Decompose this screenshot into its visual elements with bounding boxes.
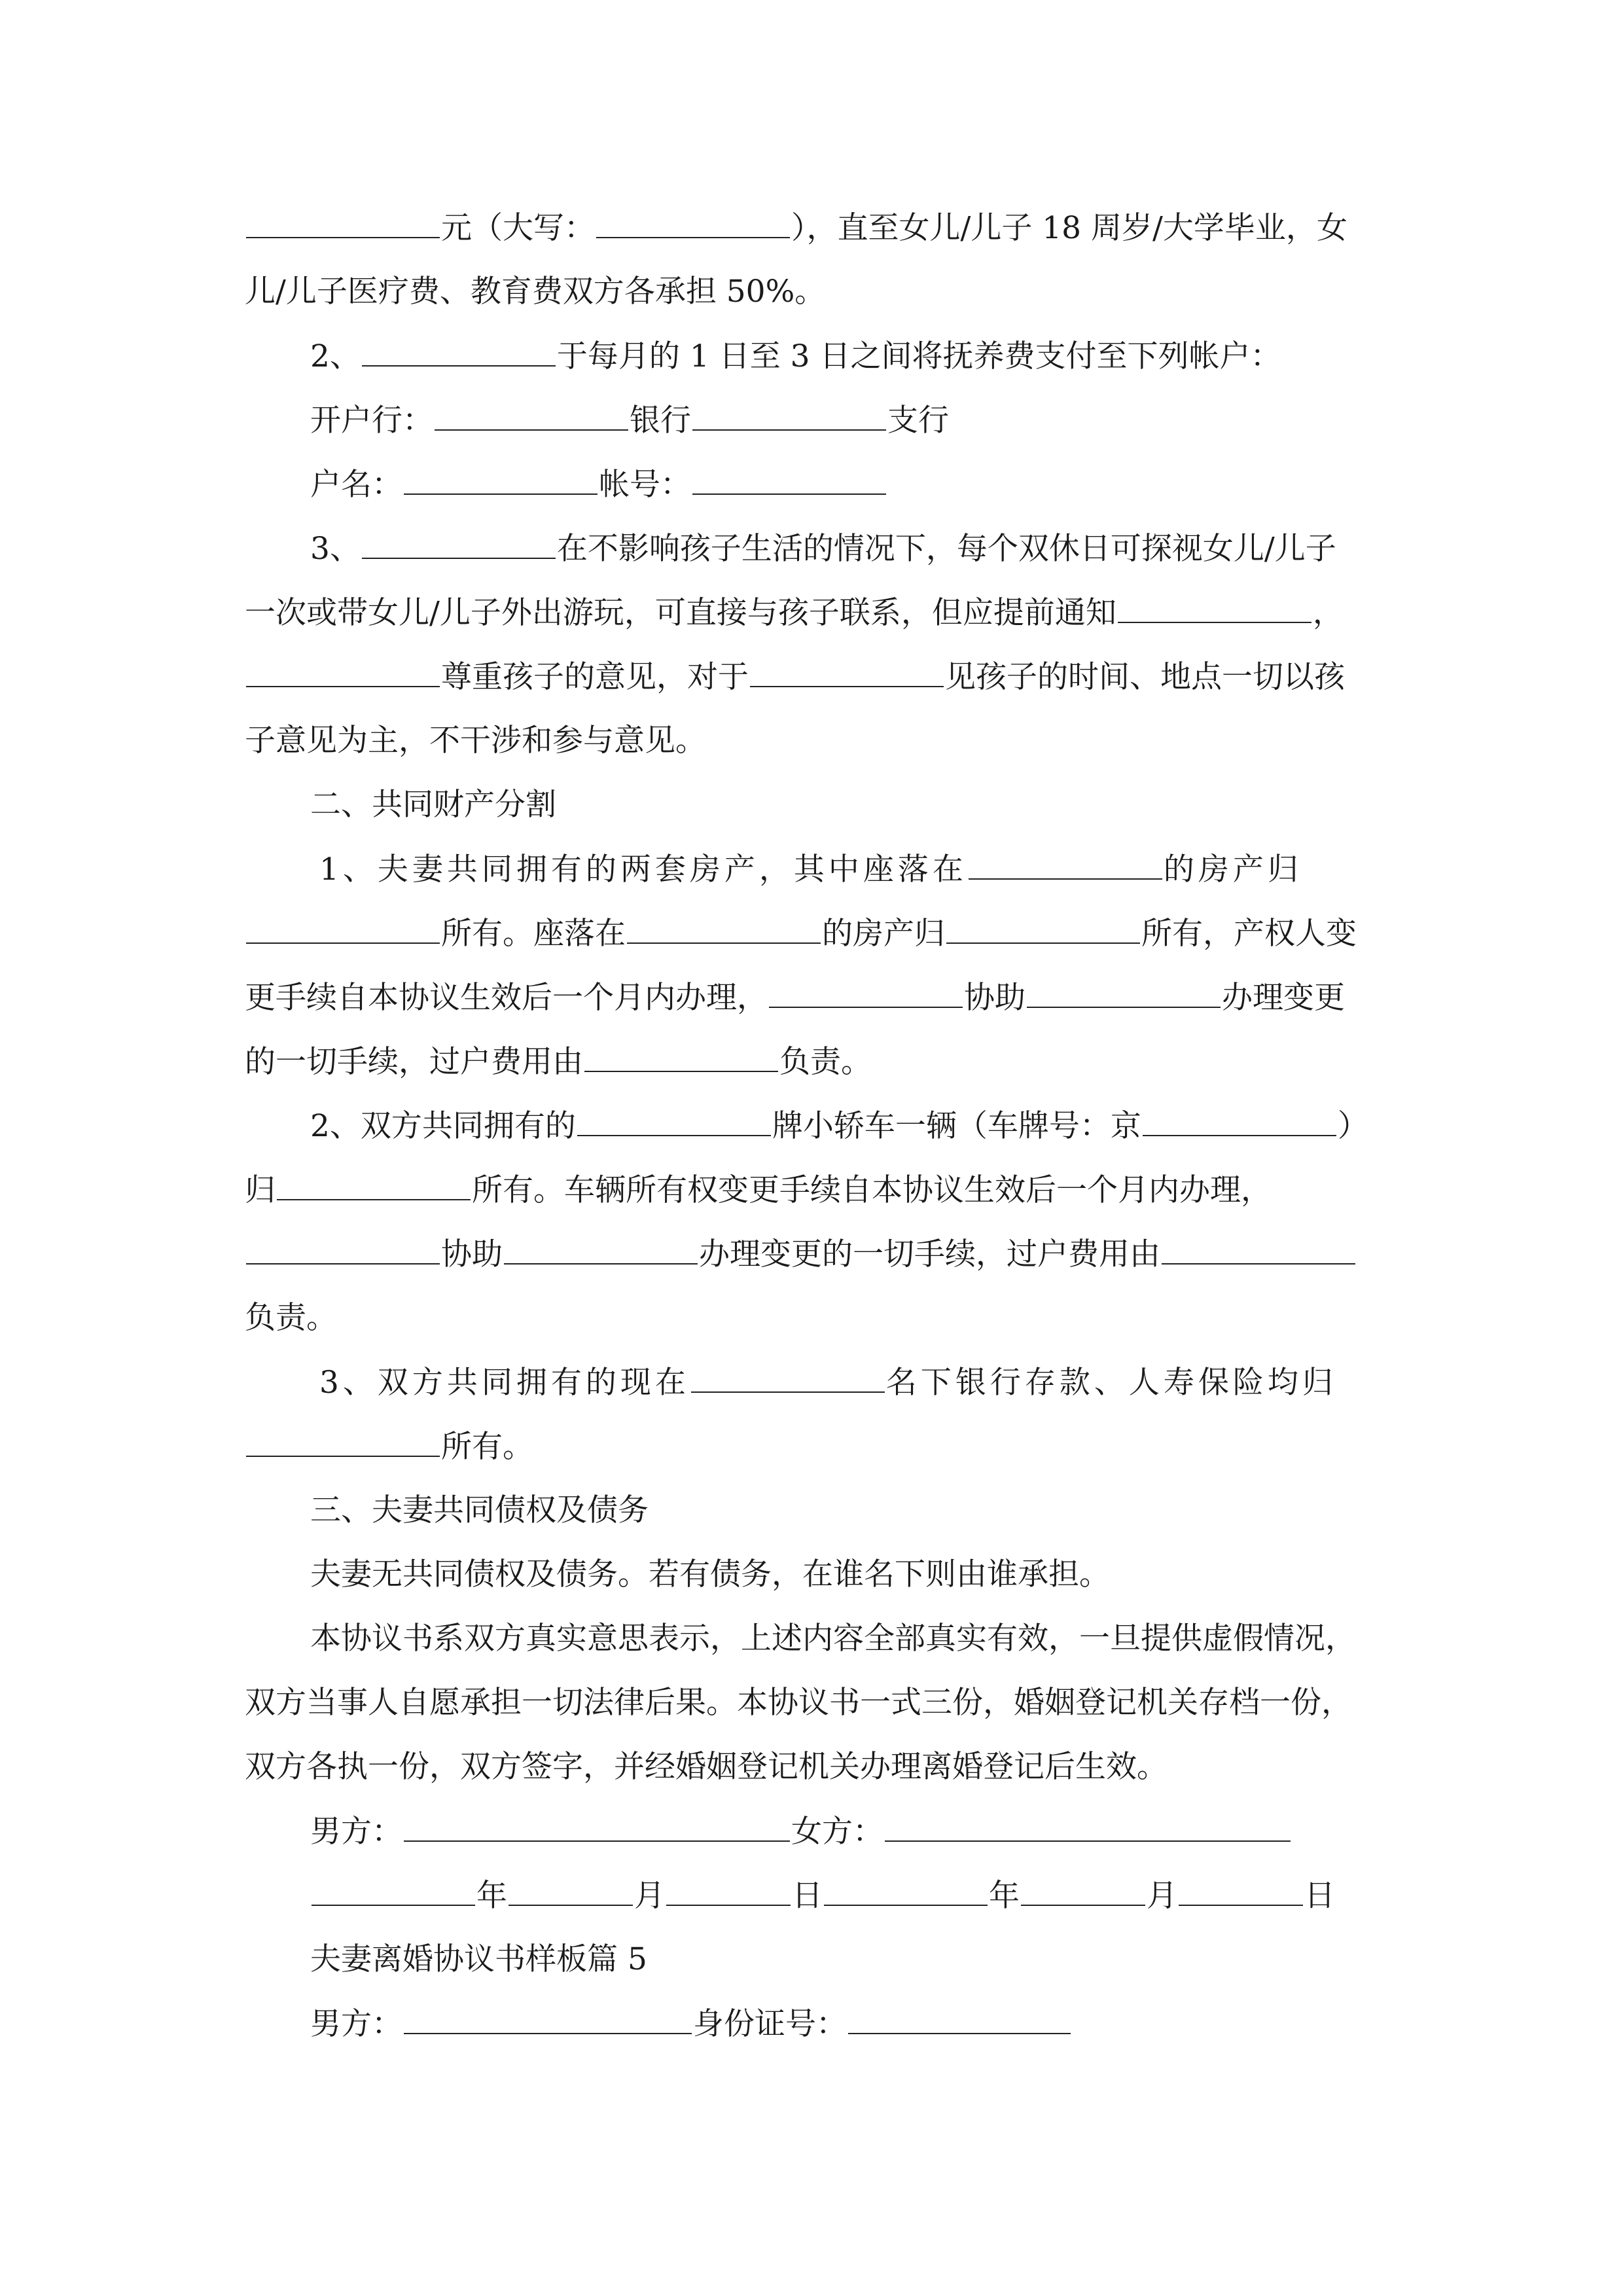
- blank-field: [1021, 1876, 1145, 1906]
- blank-field: [1162, 1234, 1355, 1265]
- blank-field: [435, 401, 628, 431]
- blank-field: [504, 1234, 698, 1265]
- blank-field: [404, 2004, 692, 2034]
- property-item-2-line-2: 归 所有。车辆所有权变更手续自本协议生效后一个月内办理，: [245, 1170, 1272, 1210]
- blank-field: [691, 1363, 885, 1393]
- blank-field: [692, 465, 886, 495]
- blank-field: [584, 1042, 778, 1072]
- next-male-line: 男方： 身份证号：: [310, 2004, 1072, 2043]
- blank-field: [312, 1876, 475, 1906]
- blank-field: [246, 914, 440, 944]
- next-section-title: 夫妻离婚协议书样板篇 5: [310, 1941, 647, 1977]
- visitation-line-1: 3、 在不影响孩子生活的情况下，每个双休日可探视女儿/儿子: [310, 529, 1336, 568]
- closing-line-3: 双方各执一份，双方签字，并经婚姻登记机关办理离婚登记后生效。: [245, 1749, 1168, 1785]
- visitation-line-3: 尊重孩子的意见，对于 见孩子的时间、地点一切以孩: [245, 657, 1345, 696]
- property-item-3-line-2: 所有。: [245, 1427, 533, 1466]
- property-item-3-line-1: 3、双方共同拥有的现在 名下银行存款、人寿保险均归: [319, 1363, 1337, 1402]
- blank-field: [577, 1106, 771, 1136]
- blank-field: [596, 208, 790, 238]
- blank-field: [1143, 1106, 1336, 1136]
- payment-clause: 2、 于每月的 1 日至 3 日之间将抚养费支付至下列帐户：: [310, 336, 1281, 376]
- debts-body: 夫妻无共同债权及债务。若有债务，在谁名下则由谁承担。: [310, 1556, 1110, 1592]
- property-item-1-line-1: 1、夫妻共同拥有的两套房产，其中座落在 的房产归: [319, 850, 1302, 889]
- signature-line: 男方： 女方：: [310, 1812, 1292, 1851]
- property-item-1-line-3: 更手续自本协议生效后一个月内办理， 协助 办理变更: [245, 978, 1345, 1017]
- blank-field: [404, 1812, 790, 1842]
- account-line: 户名： 帐号：: [310, 465, 887, 504]
- property-item-2-line-4: 负责。: [245, 1300, 337, 1336]
- blank-field: [246, 657, 440, 687]
- blank-field: [246, 1234, 440, 1265]
- blank-field: [969, 850, 1162, 880]
- visitation-line-2: 一次或带女儿/儿子外出游玩，可直接与孩子联系，但应提前通知 ，: [245, 593, 1344, 632]
- property-item-2-line-3: 协助 办理变更的一切手续，过户费用由: [245, 1234, 1357, 1274]
- blank-field: [246, 1427, 440, 1457]
- blank-field: [750, 657, 944, 687]
- closing-line-2: 双方当事人自愿承担一切法律后果。本协议书一式三份，婚姻登记机关存档一份，: [245, 1685, 1352, 1721]
- blank-field: [885, 1812, 1291, 1842]
- blank-field: [404, 465, 597, 495]
- blank-field: [1027, 978, 1221, 1008]
- blank-field: [824, 1876, 988, 1906]
- property-item-2-line-1: 2、双方共同拥有的 牌小轿车一辆（车牌号：京 ）: [310, 1106, 1368, 1145]
- blank-field: [627, 914, 821, 944]
- blank-field: [946, 914, 1140, 944]
- blank-field: [848, 2004, 1071, 2034]
- blank-field: [246, 208, 440, 238]
- bank-line: 开户行： 银行 支行: [310, 401, 949, 440]
- property-item-1-line-4: 的一切手续，过户费用由 负责。: [245, 1042, 872, 1081]
- property-item-1-line-2: 所有。座落在 的房产归 所有，产权人变: [245, 914, 1357, 953]
- closing-line-1: 本协议书系双方真实意思表示，上述内容全部真实有效，一旦提供虚假情况，: [310, 1621, 1356, 1657]
- blank-field: [692, 401, 886, 431]
- section-heading-debts: 三、夫妻共同债权及债务: [310, 1492, 649, 1528]
- blank-field: [666, 1876, 791, 1906]
- support-line-1: 元（大写： ），直至女儿/儿子 18 周岁/大学毕业，女: [245, 208, 1347, 247]
- blank-field: [362, 336, 556, 367]
- blank-field: [362, 529, 556, 559]
- blank-field: [1179, 1876, 1303, 1906]
- blank-field: [1118, 593, 1311, 623]
- date-line: 年 月 日 年 月 日: [310, 1876, 1335, 1915]
- blank-field: [769, 978, 963, 1008]
- blank-field: [508, 1876, 633, 1906]
- support-line-2: 儿/儿子医疗费、教育费双方各承担 50%。: [245, 274, 826, 310]
- visitation-line-4: 子意见为主，不干涉和参与意见。: [245, 723, 706, 759]
- section-heading-property: 二、共同财产分割: [310, 787, 556, 823]
- blank-field: [277, 1170, 471, 1200]
